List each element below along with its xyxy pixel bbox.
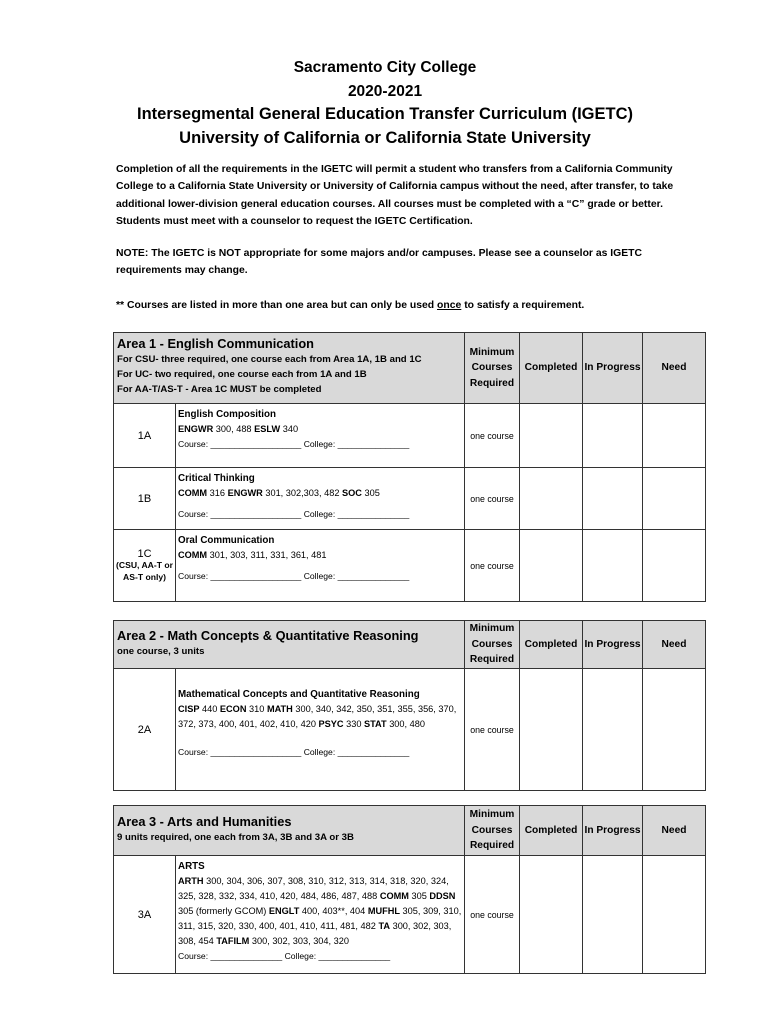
- in-progress-cell[interactable]: [583, 856, 643, 974]
- area-1-title: Area 1 - English Communication: [117, 336, 314, 351]
- college-label: College:: [303, 439, 336, 449]
- area-3-title: Area 3 - Arts and Humanities: [117, 814, 292, 829]
- in-progress-cell[interactable]: [583, 669, 643, 791]
- course-entry-line: [178, 745, 462, 760]
- minimum-value: one course: [465, 530, 520, 602]
- course-numbers: 305: [411, 891, 427, 901]
- area-code-note: (CSU, AA-T or AS-T only): [116, 560, 173, 582]
- area-1-subtitle-aat: For AA-T/AS-T - Area 1C MUST be completed: [117, 384, 322, 395]
- min-header-line1: Minimum: [469, 346, 515, 358]
- completion-paragraph: Completion of all the requirements in the IGETC will permit a student who transfers from a California Community College to a California State University or University of California campus without the need, after transfer, to take additional lower-division general education courses. All courses must be completed with a “C” grade or better. Students must meet with a counselor to request the IGETC Certification.: [116, 164, 674, 227]
- courses-note-emphasis: once: [437, 300, 462, 311]
- minimum-value: one course: [465, 856, 520, 974]
- course-blank: ___________________: [210, 571, 302, 581]
- course-subject: CISP: [178, 704, 200, 714]
- min-header-line2: Courses: [471, 362, 513, 374]
- need-header: Need: [643, 621, 706, 669]
- course-subject: TA: [378, 921, 391, 931]
- course-numbers: 300, 302, 303, 308, 454: [178, 921, 452, 946]
- course-subject: DDSN: [429, 891, 456, 901]
- in-progress-cell[interactable]: [583, 468, 643, 530]
- need-cell[interactable]: [643, 669, 706, 791]
- course-subject: PSYC: [318, 719, 344, 729]
- need-cell[interactable]: [643, 404, 706, 468]
- course-category-name: Critical Thinking: [178, 473, 255, 484]
- course-entry-line: [178, 507, 462, 522]
- minimum-courses-header: [465, 621, 520, 669]
- college-label: College:: [303, 509, 336, 519]
- college-blank: _______________: [337, 509, 410, 519]
- in-progress-header: In Progress: [583, 333, 643, 404]
- course-numbers: 305: [364, 488, 380, 498]
- need-cell[interactable]: [643, 856, 706, 974]
- course-subject: ARTH: [178, 876, 204, 886]
- course-entry-line: [178, 569, 462, 584]
- area-1-header-row: [114, 333, 706, 404]
- course-numbers: 300, 488: [215, 424, 252, 434]
- table-row: [114, 669, 706, 791]
- completed-cell[interactable]: [520, 856, 583, 974]
- course-numbers: 440: [202, 704, 218, 714]
- need-cell[interactable]: [643, 468, 706, 530]
- minimum-courses-header: [465, 806, 520, 856]
- course-subject: ENGLT: [268, 906, 300, 916]
- area-code-1c: 1C: [137, 548, 152, 560]
- college-blank: _______________: [337, 439, 410, 449]
- in-progress-header: In Progress: [583, 621, 643, 669]
- course-numbers: 316: [209, 488, 225, 498]
- table-row: [114, 856, 706, 974]
- table-row: [114, 530, 706, 602]
- course-category-name: ARTS: [178, 861, 205, 872]
- college-name: Sacramento City College: [293, 59, 477, 76]
- completed-cell[interactable]: [520, 530, 583, 602]
- college-blank: _______________: [318, 951, 391, 961]
- table-row: [114, 404, 706, 468]
- course-list: [178, 422, 462, 437]
- area-1-subtitle-uc: For UC- two required, one course each from 1A and 1B: [117, 369, 367, 380]
- course-subject: SOC: [342, 488, 362, 498]
- course-numbers: 305, 309, 310, 311, 315, 320, 330, 400, 401, 410, 411, 481, 482: [178, 906, 462, 931]
- area-2-title: Area 2 - Math Concepts & Quantitative Reasoning: [117, 628, 419, 643]
- course-description-1a: [176, 404, 465, 468]
- course-blank: ___________________: [210, 439, 302, 449]
- minimum-value: one course: [465, 669, 520, 791]
- need-header: Need: [643, 806, 706, 856]
- course-numbers: 300, 302, 303, 304, 320: [251, 936, 349, 946]
- academic-year: 2020-2021: [347, 82, 423, 100]
- college-label: College:: [303, 747, 336, 757]
- completed-cell[interactable]: [520, 669, 583, 791]
- course-description-3a: [176, 856, 465, 974]
- course-category-name: English Composition: [178, 409, 276, 420]
- course-description-1b: [176, 468, 465, 530]
- area-code-1a: 1A: [114, 404, 176, 468]
- course-subject: TAFILM: [216, 936, 250, 946]
- minimum-value: one course: [465, 404, 520, 468]
- min-header-line3: Required: [469, 377, 515, 389]
- course-list: [178, 548, 462, 563]
- completed-header: Completed: [520, 806, 583, 856]
- document-title-block: [0, 56, 770, 150]
- course-list: [178, 702, 462, 732]
- area-code-1b: 1B: [114, 468, 176, 530]
- course-category-name: Oral Communication: [178, 535, 275, 546]
- minimum-courses-header: [465, 333, 520, 404]
- area-2-header-row: [114, 621, 706, 669]
- course-label: Course:: [178, 439, 209, 449]
- table-row: [114, 468, 706, 530]
- course-category-name: Mathematical Concepts and Quantitative Reasoning: [178, 689, 420, 700]
- course-numbers: 305 (formerly GCOM): [178, 906, 267, 916]
- area-3-table: [113, 805, 706, 974]
- min-header-line3: Required: [469, 840, 515, 852]
- course-description-1c: [176, 530, 465, 602]
- course-entry-line: [178, 949, 462, 964]
- in-progress-header: In Progress: [583, 806, 643, 856]
- course-subject: ESLW: [254, 424, 281, 434]
- course-label: Course:: [178, 951, 209, 961]
- course-label: Course:: [178, 509, 209, 519]
- course-label: Course:: [178, 571, 209, 581]
- area-3-header-cell: [114, 806, 465, 856]
- area-2-subtitle: one course, 3 units: [117, 646, 205, 657]
- area-1-table: [113, 332, 706, 602]
- area-code-1c-cell: [114, 530, 176, 602]
- college-label: College:: [303, 571, 336, 581]
- college-label: College:: [284, 951, 317, 961]
- completed-header: Completed: [520, 621, 583, 669]
- area-code-3a: 3A: [114, 856, 176, 974]
- completed-header: Completed: [520, 333, 583, 404]
- course-numbers: 301, 302,303, 482: [265, 488, 340, 498]
- course-numbers: 300, 340, 342, 350, 351, 355, 356, 370, 372, 373, 400, 401, 402, 410, 420: [178, 704, 457, 729]
- course-blank: ___________________: [210, 509, 302, 519]
- completed-cell[interactable]: [520, 468, 583, 530]
- courses-note: [116, 297, 696, 314]
- min-header-line2: Courses: [471, 824, 513, 836]
- course-subject: ENGWR: [178, 424, 214, 434]
- course-numbers: 301, 303, 311, 331, 361, 481: [209, 550, 327, 560]
- course-subject: COMM: [178, 488, 208, 498]
- course-label: Course:: [178, 747, 209, 757]
- min-header-line1: Minimum: [469, 623, 515, 635]
- course-subject: COMM: [379, 891, 409, 901]
- min-header-line3: Required: [469, 654, 515, 666]
- courses-note-start: ** Courses are listed in more than one area but can only be used: [116, 300, 438, 311]
- course-subject: MUFHL: [367, 906, 400, 916]
- course-blank: _______________: [210, 951, 283, 961]
- course-subject: MATH: [266, 704, 293, 714]
- in-progress-cell[interactable]: [583, 530, 643, 602]
- course-entry-line: [178, 437, 462, 452]
- course-numbers: 300, 304, 306, 307, 308, 310, 312, 313, 314, 318, 320, 324, 325, 328, 332, 334, 410, 420, 484, 486, 487, 488: [178, 876, 449, 901]
- area-1-subtitle-csu: For CSU- three required, one course each from Area 1A, 1B and 1C: [117, 354, 422, 365]
- minimum-value: one course: [465, 468, 520, 530]
- courses-note-end: to satisfy a requirement.: [461, 300, 585, 311]
- course-list: [178, 874, 462, 949]
- course-numbers: 310: [249, 704, 265, 714]
- area-2-header-cell: [114, 621, 465, 669]
- course-list: [178, 486, 462, 501]
- area-code-2a: 2A: [114, 669, 176, 791]
- course-subject: COMM: [178, 550, 208, 560]
- need-header: Need: [643, 333, 706, 404]
- course-numbers: 400, 403**, 404: [301, 906, 366, 916]
- area-2-table: [113, 620, 706, 791]
- course-subject: STAT: [364, 719, 387, 729]
- note-paragraph: NOTE: The IGETC is NOT appropriate for some majors and/or campuses. Please see a counselor as IGETC requirements may change.: [116, 248, 643, 277]
- course-numbers: 300, 480: [389, 719, 425, 729]
- in-progress-cell[interactable]: [583, 404, 643, 468]
- college-blank: _______________: [337, 571, 410, 581]
- completed-cell[interactable]: [520, 404, 583, 468]
- need-cell[interactable]: [643, 530, 706, 602]
- course-blank: ___________________: [210, 747, 302, 757]
- course-numbers: 340: [282, 424, 299, 434]
- program-title: Intersegmental General Education Transfer Curriculum (IGETC): [136, 105, 634, 123]
- course-numbers: 330: [346, 719, 362, 729]
- area-1-header-cell: [114, 333, 465, 404]
- min-header-line1: Minimum: [469, 809, 515, 821]
- course-subject: ENGWR: [227, 488, 263, 498]
- course-description-2a: [176, 669, 465, 791]
- course-subject: ECON: [219, 704, 247, 714]
- area-3-header-row: [114, 806, 706, 856]
- college-blank: _______________: [337, 747, 410, 757]
- area-3-subtitle: 9 units required, one each from 3A, 3B and 3A or 3B: [117, 832, 354, 843]
- min-header-line2: Courses: [471, 638, 513, 650]
- universities-title: University of California or California State University: [179, 128, 591, 147]
